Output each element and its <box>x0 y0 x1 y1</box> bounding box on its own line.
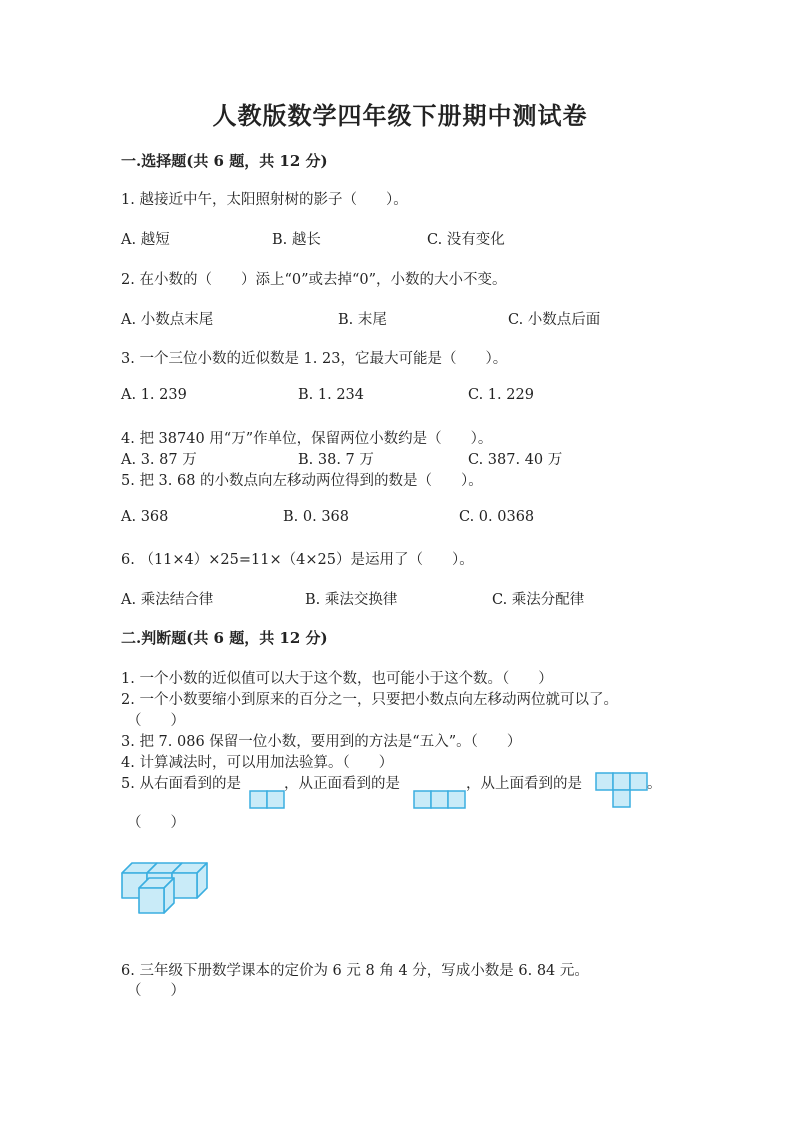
cube-solid-figure <box>119 860 215 917</box>
section-heading-choice: 一.选择题(共 6 题，共 12 分) <box>121 152 328 170</box>
option-b: B. 越长 <box>272 232 321 248</box>
option-a: A. 小数点末尾 <box>121 312 214 328</box>
section-heading-judgement: 二.判断题(共 6 题，共 12 分) <box>121 629 328 647</box>
option-c: C. 1. 229 <box>468 387 534 403</box>
choice-question-2: 2. 在小数的（ ）添上“0”或去掉“0”，小数的大小不变。 <box>121 272 507 288</box>
option-a: A. 368 <box>121 509 169 525</box>
option-b: B. 1. 234 <box>298 387 364 403</box>
judgement-question-5-end: 。 <box>647 776 662 792</box>
choice-question-5: 5. 把 3. 68 的小数点向左移动两位得到的数是（ ）。 <box>121 473 483 489</box>
front-view-figure <box>413 790 466 810</box>
option-b: B. 0. 368 <box>283 509 349 525</box>
option-c: C. 乘法分配律 <box>492 592 585 608</box>
judgement-question-1: 1. 一个小数的近似值可以大于这个数，也可能小于这个数。（ ） <box>121 671 553 687</box>
choice-question-1: 1. 越接近中午，太阳照射树的影子（ ）。 <box>121 192 408 208</box>
answer-paren: （ ） <box>127 815 185 831</box>
option-a: A. 1. 239 <box>121 387 187 403</box>
judgement-question-2: 2. 一个小数要缩小到原来的百分之一，只要把小数点向左移动两位就可以了。 <box>121 692 618 708</box>
top-view-figure <box>595 772 648 809</box>
option-b: B. 乘法交换律 <box>305 592 398 608</box>
option-c: C. 没有变化 <box>427 232 505 248</box>
option-c: C. 0. 0368 <box>459 509 535 525</box>
option-c: C. 小数点后面 <box>508 312 601 328</box>
option-a: A. 乘法结合律 <box>121 592 214 608</box>
answer-paren: （ ） <box>127 983 185 999</box>
option-b: B. 末尾 <box>338 312 387 328</box>
option-a: A. 3. 87 万 <box>121 452 197 468</box>
choice-question-3: 3. 一个三位小数的近似数是 1. 23，它最大可能是（ ）。 <box>121 351 508 367</box>
judgement-question-5-part3: ，从上面看到的是 <box>466 776 582 792</box>
choice-question-6: 6. （11×4）×25=11×（4×25）是运用了（ ）。 <box>121 552 474 568</box>
judgement-question-3: 3. 把 7. 086 保留一位小数，要用到的方法是“五入”。（ ） <box>121 734 522 750</box>
answer-paren: （ ） <box>127 713 185 729</box>
choice-question-4: 4. 把 38740 用“万”作单位，保留两位小数约是（ ）。 <box>121 431 493 447</box>
judgement-question-4: 4. 计算减法时，可以用加法验算。（ ） <box>121 755 394 771</box>
judgement-question-5-part1: 5. 从右面看到的是 <box>121 776 241 792</box>
option-a: A. 越短 <box>121 232 170 248</box>
judgement-question-6: 6. 三年级下册数学课本的定价为 6 元 8 角 4 分，写成小数是 6. 84 元。 <box>121 963 589 979</box>
page-title: 人教版数学四年级下册期中测试卷 <box>212 101 588 130</box>
right-view-figure <box>249 790 285 810</box>
judgement-question-5-part2: ，从正面看到的是 <box>284 776 400 792</box>
option-c: C. 387. 40 万 <box>468 452 563 468</box>
option-b: B. 38. 7 万 <box>298 452 374 468</box>
